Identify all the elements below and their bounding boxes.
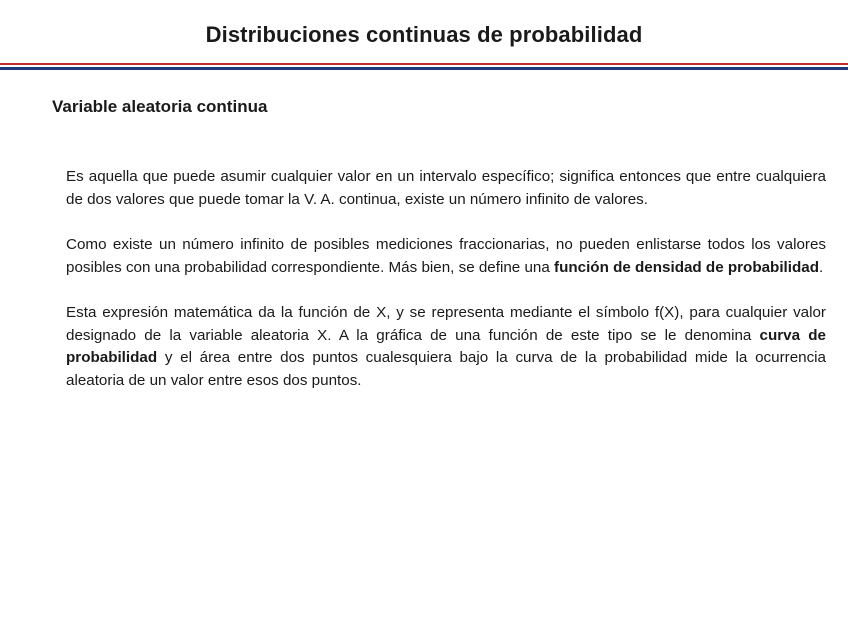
slide-title: Distribuciones continuas de probabilidad bbox=[205, 22, 643, 47]
body-text bbox=[66, 166, 826, 415]
paragraph-curve bbox=[66, 302, 826, 392]
paragraph-definition: Es aquella que puede asumir cualquier valor en un intervalo específico; significa entonces que entre cualquiera de dos valores que puede tomar la V. A. continua, existe un número infinito de valores. bbox=[66, 168, 826, 208]
paragraph-density-end: . bbox=[818, 258, 824, 276]
paragraph-density-text: Como existe un número infinito de posibles mediciones fraccionarias, no pueden enlistarse todos los valores posibles con una probabilidad correspondiente. Más bien, se define una bbox=[66, 236, 826, 276]
paragraph-curve-end: y el área entre dos puntos cualesquiera bajo la curva de la probabilidad mide la ocurrencia aleatoria de un valor entre esos dos puntos. bbox=[66, 349, 826, 389]
header-rule-red bbox=[0, 63, 848, 65]
paragraph-curve-text: Esta expresión matemática da la función de X, y se representa mediante el símbolo f(X), para cualquier valor designado de la variable aleatoria X. A la gráfica de una función de este tipo se le denomina bbox=[66, 304, 826, 344]
term-probability-curve: curva de probabilidad bbox=[66, 326, 826, 366]
section-heading: Variable aleatoria continua bbox=[52, 97, 268, 116]
header-rule-blue bbox=[0, 67, 848, 70]
paragraph-density bbox=[66, 234, 826, 279]
term-density-function: función de densidad de probabilidad bbox=[554, 258, 819, 276]
